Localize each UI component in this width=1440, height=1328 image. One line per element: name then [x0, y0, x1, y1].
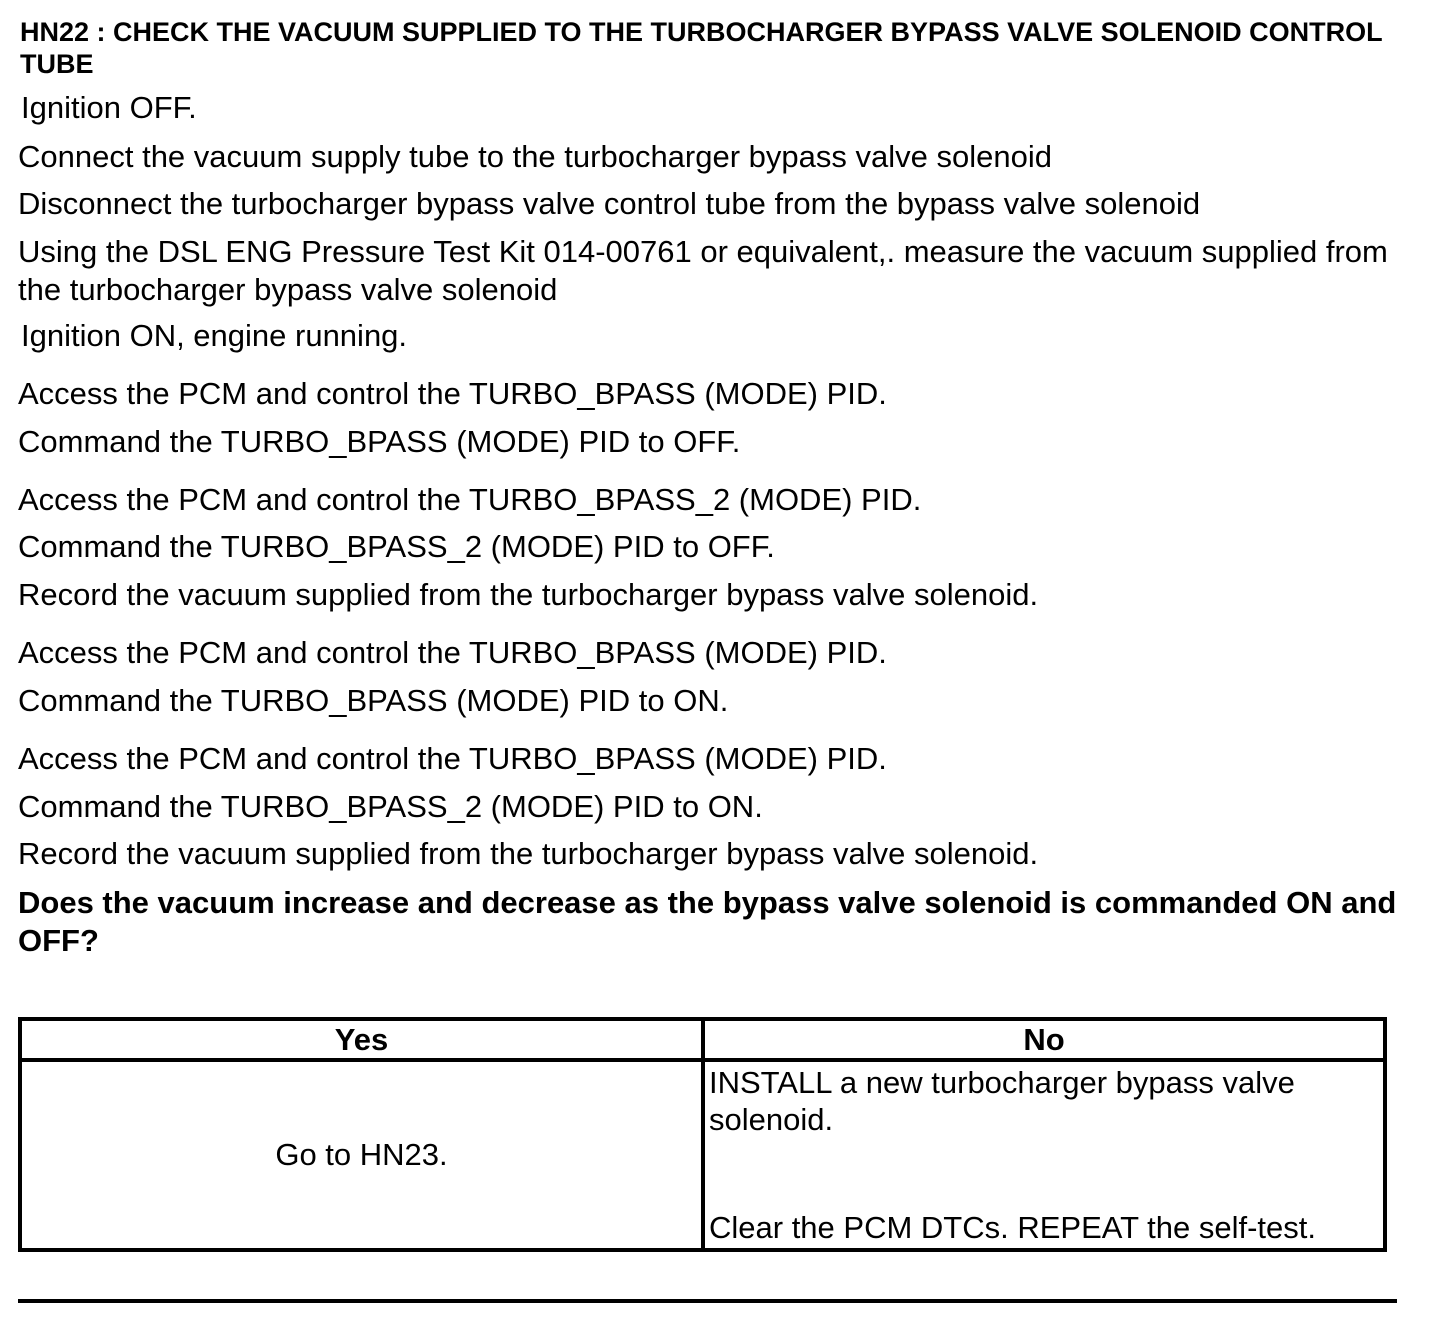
yes-action: Go to HN23.	[20, 1060, 703, 1250]
table-row	[20, 1060, 1385, 1250]
step-access-pcm-bpass-on: Access the PCM and control the TURBO_BPASS (MODE) PID.	[18, 635, 887, 670]
bottom-divider	[18, 1299, 1397, 1303]
step-command-bpass2-on: Command the TURBO_BPASS_2 (MODE) PID to ON.	[18, 789, 763, 824]
no-action-install: INSTALL a new turbocharger bypass valve solenoid.	[709, 1065, 1295, 1137]
no-action-clear-dtcs: Clear the PCM DTCs. REPEAT the self-test.	[709, 1210, 1316, 1245]
table-header-row	[20, 1019, 1385, 1060]
step-connect-vacuum-supply: Connect the vacuum supply tube to the turbocharger bypass valve solenoid	[18, 139, 1052, 174]
step-access-pcm-bpass-on-2: Access the PCM and control the TURBO_BPASS (MODE) PID.	[18, 741, 887, 776]
step-command-bpass2-off: Command the TURBO_BPASS_2 (MODE) PID to OFF.	[18, 529, 775, 564]
step-ignition-on: Ignition ON, engine running.	[21, 318, 408, 353]
step-record-vacuum-on: Record the vacuum supplied from the turbocharger bypass valve solenoid.	[18, 836, 1039, 871]
page-title: HN22 : CHECK THE VACUUM SUPPLIED TO THE TURBOCHARGER BYPASS VALVE SOLENOID CONTROL TUBE	[20, 17, 1383, 79]
no-action-cell	[703, 1060, 1385, 1250]
step-command-bpass-on: Command the TURBO_BPASS (MODE) PID to ON.	[18, 683, 729, 718]
step-measure-vacuum: Using the DSL ENG Pressure Test Kit 014-00761 or equivalent,. measure the vacuum supplied from the turbocharger bypass valve solenoid	[18, 234, 1388, 307]
step-ignition-off: Ignition OFF.	[21, 90, 197, 125]
diagnostic-question: Does the vacuum increase and decrease as the bypass valve solenoid is commanded ON and OFF?	[18, 885, 1397, 958]
result-table	[18, 1017, 1387, 1252]
yes-header: Yes	[20, 1019, 703, 1060]
step-disconnect-control-tube: Disconnect the turbocharger bypass valve control tube from the bypass valve solenoid	[18, 186, 1201, 221]
step-access-pcm-bpass: Access the PCM and control the TURBO_BPASS (MODE) PID.	[18, 376, 887, 411]
no-header: No	[703, 1019, 1385, 1060]
step-command-bpass-off: Command the TURBO_BPASS (MODE) PID to OFF.	[18, 424, 741, 459]
step-access-pcm-bpass2: Access the PCM and control the TURBO_BPASS_2 (MODE) PID.	[18, 482, 922, 517]
step-record-vacuum-off: Record the vacuum supplied from the turbocharger bypass valve solenoid.	[18, 577, 1039, 612]
